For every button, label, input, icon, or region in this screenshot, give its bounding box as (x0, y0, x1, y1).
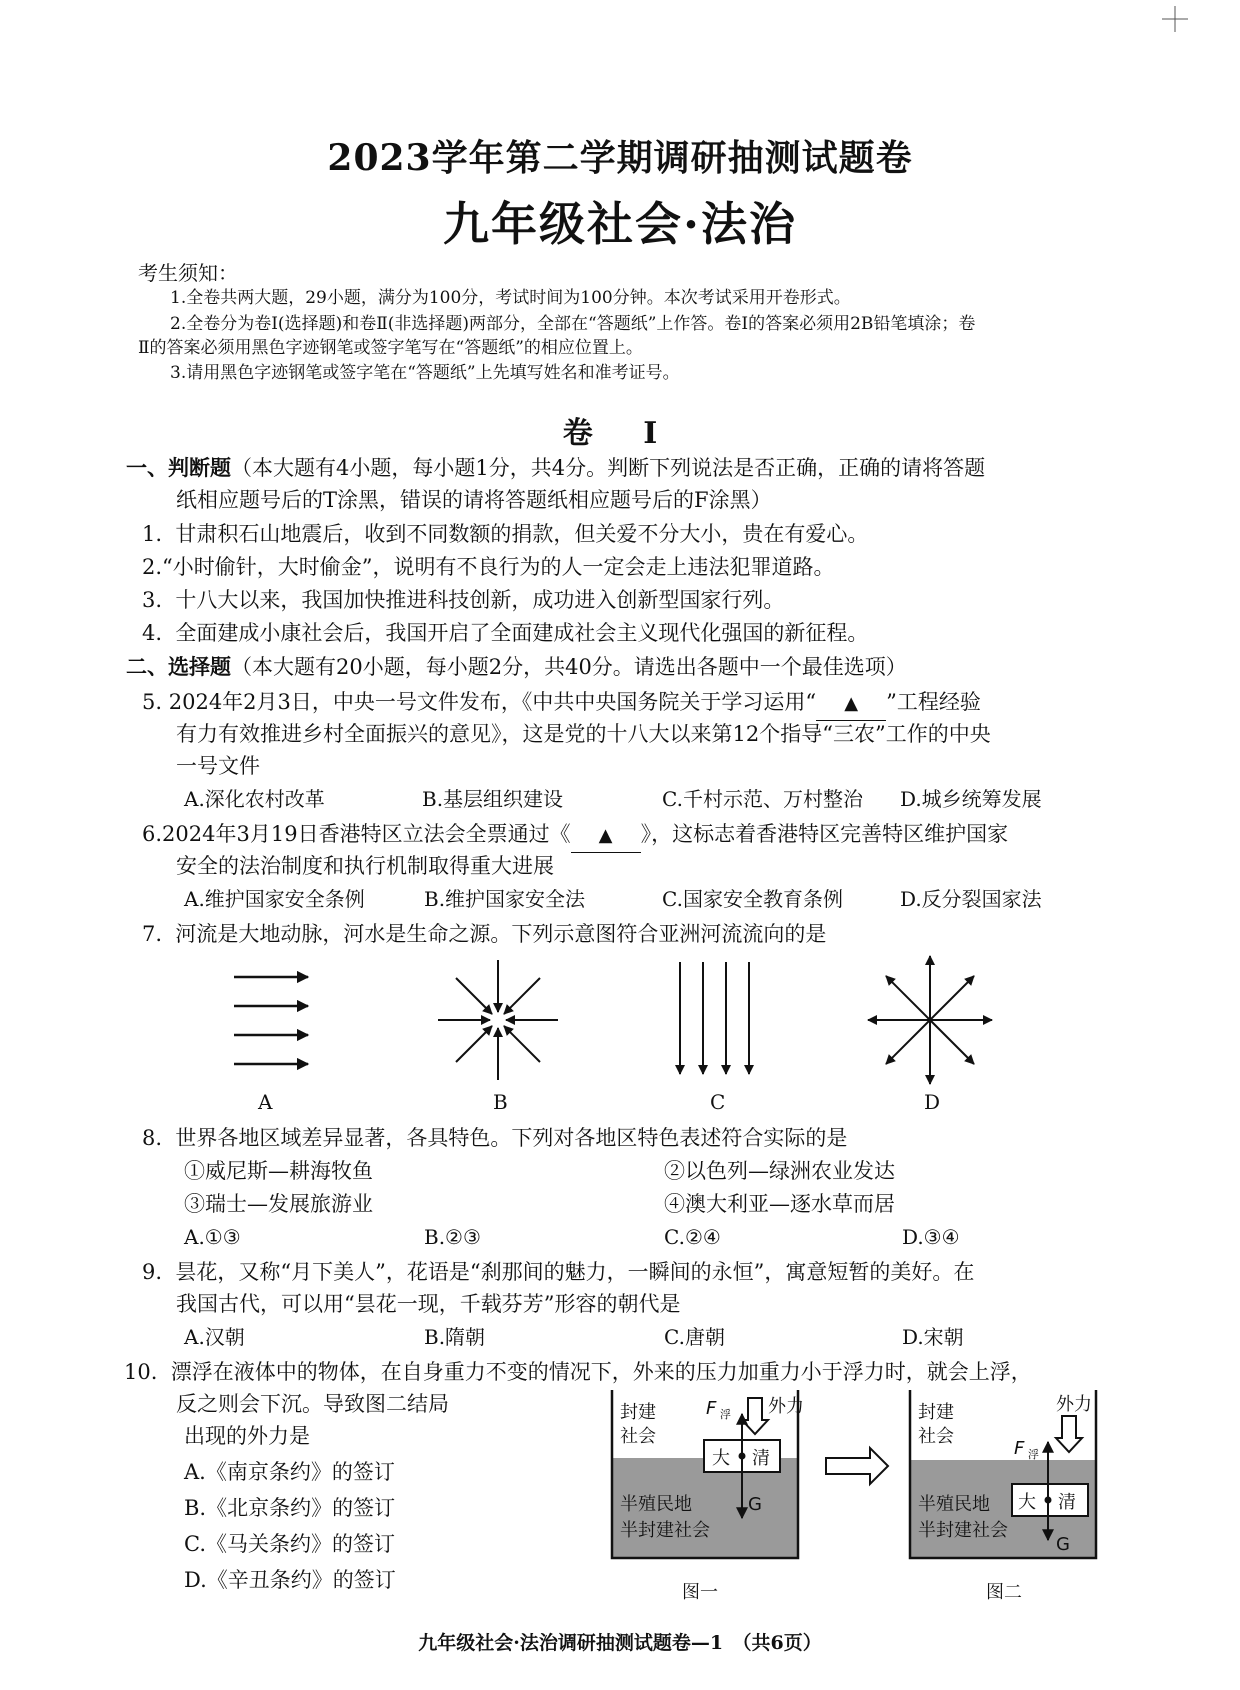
option-c[interactable]: C.唐朝 (664, 1325, 725, 1349)
question-text: 》，这标志着香港特区完善特区维护国家 (640, 822, 1009, 846)
section1-heading (126, 452, 985, 484)
option-a[interactable]: A.深化农村改革 (184, 787, 325, 811)
question-10-line3: 出现的外力是 (184, 1424, 310, 1448)
lower-label-line1: 半殖民地 (620, 1494, 692, 1515)
question-6-options (0, 884, 1240, 914)
question-number: 6. (142, 822, 163, 846)
question-text: 2024年3月19日香港特区立法会全票通过《 (162, 822, 571, 846)
question-9-line2: 我国古代，可以用“昙花一现，千载芬芳”形容的朝代是 (176, 1292, 681, 1316)
figure-1 (612, 1390, 804, 1558)
section1-heading-text: （本大题有4小题，每小题1分，共4分。判断下列说法是否正确，正确的请将答题 (231, 456, 986, 480)
question-text: 2024年2月3日，中央一号文件发布，《中共中央国务院关于学习运用“ (168, 690, 817, 714)
question-number: 5. (142, 690, 163, 714)
question-text: 全面建成小康社会后，我国开启了全面建成社会主义现代化强国的新征程。 (175, 621, 869, 645)
lower-label-line1: 半殖民地 (918, 1494, 990, 1515)
statement-1: ①威尼斯—耕海牧鱼 (184, 1159, 373, 1183)
figure-2-caption: 图二 (986, 1582, 1022, 1603)
external-force-label: 外力 (768, 1396, 804, 1417)
question-8 (142, 1122, 847, 1154)
upper-label-line1: 封建 (918, 1402, 954, 1423)
exam-title: 2023学年第二学期调研抽测试题卷 (327, 137, 913, 179)
question-number: 2. (142, 555, 163, 579)
box-label-left: 大 (1018, 1492, 1036, 1513)
statement-2: ②以色列—绿洲农业发达 (664, 1159, 895, 1183)
external-force-label: 外力 (1056, 1394, 1092, 1415)
option-a[interactable]: A.《南京条约》的签订 (184, 1460, 395, 1484)
question-number: 9. (142, 1260, 163, 1284)
diagram-label-c: C (710, 1090, 726, 1114)
float-force-label: F (706, 1398, 717, 1419)
question-3 (142, 584, 784, 616)
option-b[interactable]: B.基层组织建设 (422, 787, 564, 811)
gravity-label: G (1056, 1534, 1070, 1555)
section1-heading-cont: 纸相应题号后的T涂黑，错误的请将答题纸相应题号后的F涂黑） (176, 488, 772, 512)
figure-2 (910, 1390, 1096, 1558)
figure-1-caption: 图一 (682, 1582, 718, 1603)
question-text: 昙花，又称“月下美人”，花语是“刹那间的魅力，一瞬间的永恒”，寓意短暂的美好。在 (175, 1260, 975, 1284)
crop-mark (1160, 4, 1190, 34)
diagram-label-b: B (493, 1090, 508, 1114)
option-c[interactable]: C.千村示范、万村整治 (662, 787, 863, 811)
diagram-c (680, 962, 749, 1074)
option-d[interactable]: D.③④ (902, 1225, 960, 1249)
option-d[interactable]: D.《辛丑条约》的签订 (184, 1568, 396, 1592)
question-6 (142, 818, 1008, 853)
diagram-label-a: A (258, 1090, 273, 1114)
option-c[interactable]: C.国家安全教育条例 (662, 887, 843, 911)
question-5-options (0, 784, 1240, 814)
question-number: 3. (142, 588, 163, 612)
notice-item-3: 3.请用黑色字迹钢笔或签字笔在“答题纸”上先填写姓名和准考证号。 (170, 363, 680, 383)
upper-label-line2: 社会 (620, 1426, 656, 1447)
option-a[interactable]: A.汉朝 (184, 1325, 245, 1349)
option-b[interactable]: B.②③ (424, 1225, 481, 1249)
question-text: ”工程经验 (886, 690, 981, 714)
section2-heading-bold: 二、选择题 (126, 654, 231, 679)
question-10-line2: 反之则会下沉。导致图二结局 (176, 1392, 449, 1416)
question-4 (142, 617, 868, 649)
question-5-line3: 一号文件 (176, 754, 260, 778)
question-5-line2: 有力有效推进乡村全面振兴的意见》，这是党的十八大以来第12个指导“三农”工作的中央 (176, 722, 991, 746)
float-force-subscript: 浮 (1028, 1448, 1039, 1461)
option-b[interactable]: B.《北京条约》的签订 (184, 1496, 396, 1520)
question-text: “小时偷针，大时偷金”，说明有不良行为的人一定会走上违法犯罪道路。 (162, 555, 835, 579)
answer-blank: ▲ (571, 820, 641, 853)
river-flow-diagrams (0, 960, 1240, 1120)
option-a[interactable]: A.维护国家安全条例 (184, 887, 365, 911)
box-label-right: 清 (752, 1448, 770, 1469)
diagram-label-d: D (924, 1090, 941, 1114)
option-d[interactable]: D.城乡统筹发展 (900, 787, 1042, 811)
option-a[interactable]: A.①③ (184, 1225, 241, 1249)
upper-label-line2: 社会 (918, 1426, 954, 1447)
notice-item-2-cont: Ⅱ的答案必须用黑色字迹钢笔或签字笔写在“答题纸”的相应位置上。 (138, 338, 643, 358)
question-number: 4. (142, 621, 163, 645)
question-number: 7. (142, 922, 163, 946)
external-force-arrow (1056, 1416, 1082, 1452)
question-2 (142, 551, 835, 583)
buoyancy-figures (0, 1380, 1240, 1610)
question-8-options (0, 1222, 1240, 1252)
question-text: 十八大以来，我国加快推进科技创新，成功进入创新型国家行列。 (175, 588, 785, 612)
notice-item-1: 1.全卷共两大题，29小题，满分为100分，考试时间为100分钟。本次考试采用开卷形式。 (170, 288, 851, 308)
option-d[interactable]: D.宋朝 (902, 1325, 964, 1349)
question-5 (142, 686, 981, 721)
option-b[interactable]: B.维护国家安全法 (424, 887, 586, 911)
statement-4: ④澳大利亚—逐水草而居 (664, 1192, 895, 1216)
notice-item-2: 2.全卷分为卷Ⅰ(选择题)和卷Ⅱ(非选择题)两部分，全部在“答题纸”上作答。卷Ⅰ的答案必须用2B铅笔填涂；卷 (170, 314, 976, 334)
question-9-options (0, 1322, 1240, 1352)
question-1 (142, 518, 868, 550)
statement-3: ③瑞士—发展旅游业 (184, 1192, 373, 1216)
diagram-d (868, 956, 992, 1084)
diagram-b (438, 960, 558, 1080)
answer-blank: ▲ (816, 688, 886, 721)
volume-heading: 卷 Ⅰ (562, 416, 678, 451)
box-label-right: 清 (1058, 1492, 1076, 1513)
question-text: 漂浮在液体中的物体，在自身重力不变的情况下，外来的压力加重力小于浮力时，就会上浮， (170, 1360, 1032, 1384)
question-number: 8. (142, 1126, 163, 1150)
page-footer: 九年级社会·法治调研抽测试题卷—1 （共6页） (418, 1632, 822, 1654)
subject-title: 九年级社会·法治 (442, 197, 797, 251)
notice-heading: 考生须知： (138, 261, 238, 285)
question-7 (142, 918, 826, 950)
section2-heading-text: （本大题有20小题，每小题2分，共40分。请选出各题中一个最佳选项） (231, 655, 907, 679)
option-d[interactable]: D.反分裂国家法 (900, 887, 1042, 911)
upper-label-line1: 封建 (620, 1402, 656, 1423)
question-6-line2: 安全的法治制度和执行机制取得重大进展 (176, 854, 554, 878)
question-number: 1. (142, 522, 163, 546)
transition-arrow (826, 1448, 888, 1484)
section2-heading (126, 651, 907, 683)
option-c[interactable]: C.《马关条约》的签订 (184, 1532, 395, 1556)
diagram-a (234, 977, 308, 1064)
option-c[interactable]: C.②④ (664, 1225, 721, 1249)
question-9 (142, 1256, 974, 1288)
lower-label-line2: 半封建社会 (918, 1520, 1008, 1541)
float-force-subscript: 浮 (720, 1408, 731, 1421)
lower-label-line2: 半封建社会 (620, 1520, 710, 1541)
option-b[interactable]: B.隋朝 (424, 1325, 486, 1349)
box-label-left: 大 (712, 1448, 730, 1469)
section1-heading-bold: 一、判断题 (126, 455, 231, 480)
external-force-arrow (742, 1398, 768, 1434)
question-text: 世界各地区域差异显著，各具特色。下列对各地区特色表述符合实际的是 (175, 1126, 848, 1150)
question-text: 甘肃积石山地震后，收到不同数额的捐款，但关爱不分大小，贵在有爱心。 (175, 522, 869, 546)
gravity-label: G (748, 1494, 762, 1515)
question-text: 河流是大地动脉，河水是生命之源。下列示意图符合亚洲河流流向的是 (175, 922, 827, 946)
float-force-label: F (1014, 1438, 1025, 1459)
question-number: 10. (124, 1360, 158, 1384)
